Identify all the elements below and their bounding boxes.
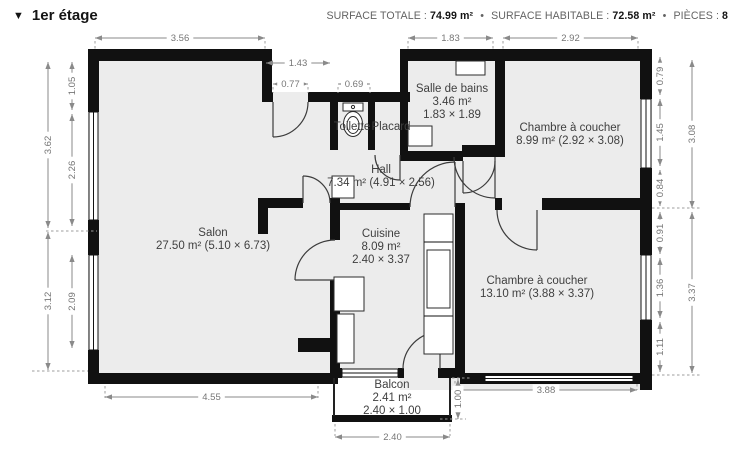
kitchen-cabinet [337,314,354,363]
dimension-label: 4.55 [202,392,221,404]
floor-header [0,0,736,30]
dimension-2.09 [67,255,79,348]
room-label-hall: Hall [371,164,391,176]
room-label-salle-de-bains: 3.46 m² [432,96,472,108]
stat-label-pieces: PIÈCES : [673,10,719,22]
dimension-label: 3.08 [687,124,699,144]
dimension-3.12 [43,232,55,370]
dimension-label: 3.88 [536,385,556,397]
dimension-label: 1.43 [288,58,308,70]
dimension-1.05 [67,62,79,110]
dimension-label: 1.11 [655,338,667,356]
dimension-label: 3.56 [170,33,190,45]
dimension-0.79 [655,57,667,95]
dimension-3.56 [95,33,265,45]
room-label-toilette: Toilette [333,121,371,133]
dimension-label: 0.91 [655,223,667,243]
room-label-salon: 27.50 m² (5.10 × 6.73) [155,240,271,252]
dimension-label: 2.26 [67,160,79,180]
room-label-chambre-a-coucher-2: 13.10 m² (3.88 × 3.37) [479,288,595,300]
stat-value-surface-totale: 74.99 m² [429,10,474,22]
dimension-0.91 [655,212,667,254]
dimension-0.84 [655,170,667,206]
dimension-1.83 [408,33,493,45]
dimension-3.08 [687,60,699,208]
dimension-label: 2.09 [67,292,79,311]
room-label-chambre-a-coucher-2: Chambre à coucher [486,275,588,287]
room-label-cuisine: Cuisine [361,228,401,240]
room-label-cuisine: 8.09 m² [361,241,401,253]
stat-label-surface-habitable: SURFACE HABITABLE : [491,10,610,22]
dimension-label: 2.92 [561,33,580,45]
room-label-balcon: Balcon [374,379,410,391]
stat-label-surface-totale: SURFACE TOTALE : [326,10,427,22]
room-label-chambre-a-coucher-1: Chambre à coucher [519,122,621,134]
room-label-balcon: 2.40 × 1.00 [363,405,421,417]
room-label-hall: 7.34 m² (4.91 × 2.56) [327,177,435,189]
dimension-1.36 [655,258,667,318]
dimension-label: 1.00 [453,389,465,409]
room-label-chambre-a-coucher-1: 8.99 m² (2.92 × 3.08) [516,135,624,147]
kitchen-counter [424,214,453,354]
stat-value-pieces: 8 [722,10,728,22]
dimension-4.55 [105,392,318,404]
dimension-3.37 [687,212,699,373]
dimension-1.11 [655,322,667,372]
dimension-label: 0.77 [281,79,300,91]
dimension-label: 1.36 [655,278,667,298]
surface-stats [326,7,728,22]
dimension-label: 0.79 [655,66,667,86]
dimension-label: 0.84 [655,178,667,198]
dimension-3.62 [43,62,55,228]
dimension-label: 2.40 [383,432,402,444]
room-label-placard: Placard [371,121,411,133]
room-label-salon: Salon [198,227,228,239]
kitchen-appliance [334,277,364,311]
dimension-0.69 [338,79,370,91]
dimension-1.45 [655,99,667,166]
dimension-label: 0.69 [344,79,364,91]
stat-value-surface-habitable: 72.58 m² [612,10,656,22]
stat-separator: • [480,10,485,22]
dimension-2.92 [503,33,638,45]
dimension-label: 3.37 [687,283,699,302]
bathroom-basin [408,126,432,146]
collapse-triangle-icon: ▼ [13,9,24,22]
dimension-2.26 [67,114,79,226]
room-label-salle-de-bains: Salle de bains [415,83,489,95]
room-label-cuisine: 2.40 × 3.37 [352,254,410,266]
floor-title: 1er étage [31,7,98,24]
room-label-salle-de-bains: 1.83 × 1.89 [423,109,481,121]
dimension-label: 1.45 [655,123,667,142]
dimension-0.77 [273,79,308,91]
dimension-2.40 [335,432,450,444]
dimension-label: 1.83 [441,33,460,45]
dimension-label: 1.05 [67,76,79,96]
stat-separator: • [662,10,667,22]
room-label-balcon: 2.41 m² [372,392,412,404]
floor-collapse-toggle[interactable] [13,7,98,24]
dimension-label: 3.12 [43,291,55,311]
bathroom-sink [456,61,485,75]
dimension-label: 3.62 [43,135,55,155]
